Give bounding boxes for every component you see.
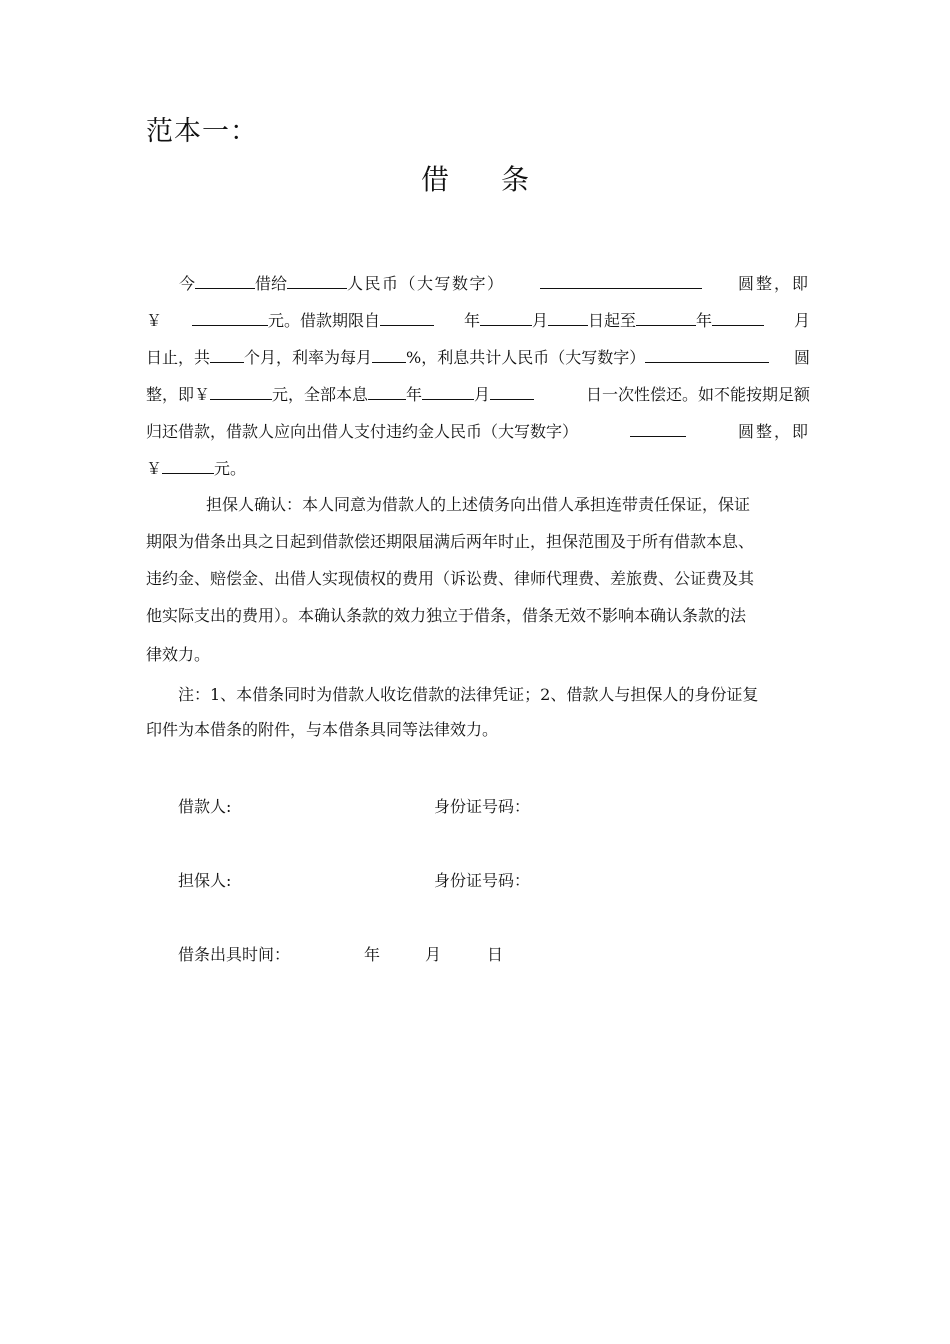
guarantor-line-3: 违约金、赔偿金、出借人实现债权的费用（诉讼费、律师代理费、差旅费、公证费及其 (146, 569, 755, 588)
issue-date-label: 借条出具时间： (178, 945, 291, 964)
guarantor-line-2: 期限为借条出具之日起到借款偿还期限届满后两年时止，担保范围及于所有借款本息、 (146, 532, 755, 551)
text-day-until: 日起至 (587, 311, 636, 330)
start-month-blank[interactable] (480, 309, 532, 326)
rate-blank[interactable] (372, 346, 406, 363)
start-year-blank[interactable] (380, 309, 434, 326)
text-months-rate: 个月，利率为每月 (244, 348, 373, 367)
note-line-1: 注：1、本借条同时为借款人收讫借款的法律凭证；2、借款人与担保人的身份证复 (178, 685, 759, 704)
issue-date-day: 日 (487, 945, 504, 964)
text-loan-term-from: 元。借款期限自 (267, 311, 380, 330)
body-line-3 (146, 346, 810, 369)
text-month-1: 月 (531, 311, 548, 330)
text-full-amount-ie-2: 圆整，即 (737, 422, 810, 441)
text-month-2: 月 (793, 311, 810, 330)
borrower-id-label: 身份证号码： (434, 797, 531, 816)
text-month-3: 月 (474, 385, 491, 404)
guarantor-line-5: 律效力。 (146, 645, 211, 664)
text-rmb-uppercase: 人民币（大写数字） (347, 274, 505, 293)
text-full-amount-ie: 圆整，即 (737, 274, 810, 293)
body-line-4 (146, 383, 810, 406)
guarantor-id-label: 身份证号码： (434, 871, 531, 890)
borrower-blank[interactable] (287, 272, 347, 289)
text-whole-ie-yen: 整，即￥ (146, 385, 211, 404)
penalty-number-blank[interactable] (162, 457, 214, 474)
text-lend-to: 借给 (255, 274, 288, 293)
body-line-1 (146, 272, 810, 295)
body-line-5 (146, 420, 810, 443)
title-char-2: 条 (501, 163, 530, 196)
note-line-2: 印件为本借条的附件，与本借条具同等法律效力。 (146, 720, 499, 739)
text-yen-2: ￥ (146, 459, 163, 478)
end-month-blank[interactable] (712, 309, 764, 326)
title-char-1: 借 (420, 163, 449, 196)
body-line-2 (146, 309, 810, 332)
text-yen: ￥ (146, 311, 163, 330)
repay-month-blank[interactable] (422, 383, 474, 400)
text-year-3: 年 (406, 385, 423, 404)
text-penalty: 归还借款，借款人应向出借人支付违约金人民币（大写数字） (146, 422, 579, 441)
months-blank[interactable] (210, 346, 244, 363)
issue-date-month: 月 (425, 945, 442, 964)
guarantor-line-1: 担保人确认：本人同意为借款人的上述债务向出借人承担连带责任保证，保证 (206, 495, 751, 514)
guarantor-label: 担保人: (178, 871, 232, 890)
text-yuan-1: 圆 (793, 348, 810, 367)
amount-uppercase-blank[interactable] (540, 272, 702, 289)
body-line-6 (146, 457, 810, 480)
amount-number-blank[interactable] (192, 309, 268, 326)
text-year-2: 年 (695, 311, 712, 330)
lender-blank[interactable] (195, 272, 255, 289)
text-year-1: 年 (463, 311, 480, 330)
issue-date-year: 年 (364, 945, 381, 964)
guarantor-line-4: 他实际支出的费用）。本确认条款的效力独立于借条，借条无效不影响本确认条款的法 (146, 606, 747, 625)
text-percent-interest: %，利息共计人民币（大写数字） (406, 348, 646, 367)
start-day-blank[interactable] (548, 309, 588, 326)
text-today: 今 (179, 274, 196, 293)
text-principal-interest: 元，全部本息 (272, 385, 369, 404)
end-year-blank[interactable] (636, 309, 696, 326)
template-heading: 范本一： (146, 116, 258, 147)
penalty-uppercase-blank[interactable] (630, 420, 686, 437)
text-end-total: 日止，共 (146, 348, 211, 367)
interest-uppercase-blank[interactable] (645, 346, 769, 363)
repay-day-blank[interactable] (490, 383, 534, 400)
text-one-time-repay: 日一次性偿还。如不能按期足额 (585, 385, 810, 404)
text-yuan-end: 元。 (214, 459, 247, 478)
borrower-label: 借款人: (178, 797, 232, 816)
repay-year-blank[interactable] (368, 383, 406, 400)
document-title (0, 160, 950, 200)
interest-number-blank[interactable] (210, 383, 272, 400)
